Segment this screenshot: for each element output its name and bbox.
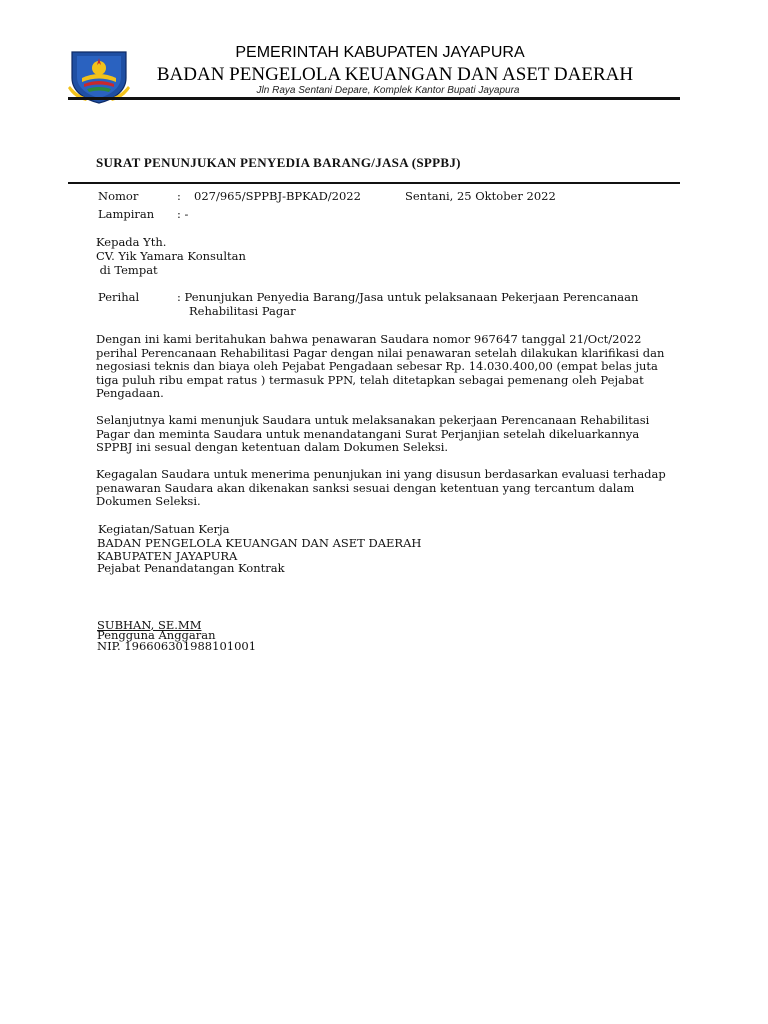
body-paragraph-2 — [96, 414, 686, 455]
regency-coat-of-arms-icon — [68, 48, 130, 104]
recipient-name: CV. Yik Yamara Konsultan — [96, 249, 246, 263]
nomor-value: 027/965/SPPBJ-BPKAD/2022 — [194, 189, 361, 203]
perihal-label: Perihal — [98, 290, 140, 304]
paragraph-line: SPPBJ ini sesual dengan ketentuan dalam Dokumen Seleksi. — [96, 440, 449, 455]
paragraph-line: Pengadaan. — [96, 386, 164, 401]
body-paragraph-1 — [96, 333, 686, 401]
agency-address: Jln Raya Sentani Depare, Komplek Kantor Bupati Jayapura — [256, 85, 520, 96]
lampiran-value: : - — [177, 207, 189, 221]
letterhead-divider — [68, 97, 680, 100]
letter-title: SURAT PENUNJUKAN PENYEDIA BARANG/JASA (SPPBJ) — [96, 155, 461, 170]
paragraph-line: Dengan ini kami beritahukan bahwa penawaran Saudara nomor 967647 tanggal 21/Oct/2022 — [96, 332, 642, 346]
signatory-nip: NIP. 196606301988101001 — [97, 639, 257, 653]
paragraph-line: tiga puluh ribu empat ratus ) termasuk PPN, telah ditetapkan sebagai pemenang oleh Pejabat — [96, 372, 644, 387]
recipient-greeting: Kepada Yth. — [96, 235, 167, 249]
agency-name: BADAN PENGELOLA KEUANGAN DAN ASET DAERAH — [156, 64, 634, 85]
perihal-line-2: Rehabilitasi Pagar — [189, 304, 296, 318]
signature-regency: KABUPATEN JAYAPURA — [97, 549, 238, 563]
nomor-label: Nomor — [98, 189, 139, 203]
government-name: PEMERINTAH KABUPATEN JAYAPURA — [235, 44, 525, 61]
letter-date: Sentani, 25 Oktober 2022 — [405, 189, 556, 203]
paragraph-line: penawaran Saudara akan dikenakan sanksi sesuai dengan ketentuan yang tercantum dalam — [96, 480, 635, 495]
paragraph-line: perihal Perencanaan Rehabilitasi Pagar dengan nilai penawaran setelah dilakukan klarifikasi dan — [96, 345, 665, 360]
title-divider — [68, 182, 680, 184]
signatory-name: SUBHAN, SE.MM — [97, 618, 202, 632]
paragraph-line: negosiasi teknis dan biaya oleh Pejabat Pengadaan sebesar Rp. 14.030.400,00 (empat belas juta — [96, 359, 658, 374]
paragraph-line: Kegagalan Saudara untuk menerima penunjukan ini yang disusun berdasarkan evaluasi terhadap — [96, 467, 666, 481]
paragraph-line: Pagar dan meminta Saudara untuk menandatangani Surat Perjanjian setelah dikeluarkannya — [96, 426, 640, 441]
signature-position: Pejabat Penandatangan Kontrak — [97, 561, 285, 575]
recipient-location: di Tempat — [96, 263, 158, 277]
lampiran-label: Lampiran — [98, 207, 155, 221]
paragraph-line: Dokumen Seleksi. — [96, 494, 201, 509]
perihal-line-1: : Penunjukan Penyedia Barang/Jasa untuk pelaksanaan Pekerjaan Perencanaan — [177, 290, 639, 304]
signature-unit-label: Kegiatan/Satuan Kerja — [98, 522, 230, 536]
paragraph-line: Selanjutnya kami menunjuk Saudara untuk melaksanakan pekerjaan Perencanaan Rehabilitasi — [96, 413, 650, 427]
body-paragraph-3 — [96, 468, 686, 509]
nomor-separator: : — [177, 189, 181, 203]
signatory-role: Pengguna Anggaran — [97, 628, 216, 642]
signature-agency: BADAN PENGELOLA KEUANGAN DAN ASET DAERAH — [97, 536, 422, 550]
